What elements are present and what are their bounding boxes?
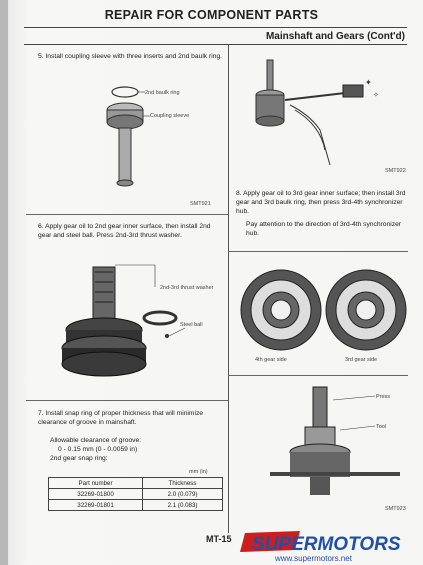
subtitle-rule — [24, 44, 407, 45]
step-6-text: 6. Apply gear oil to 2nd gear inner surface, then install 2nd gear and steel ball. Press 2nd-3rd thrust washer. — [38, 223, 211, 239]
svg-text:www.supermotors.net: www.supermotors.net — [275, 554, 352, 563]
section-subtitle: Mainshaft and Gears (Cont'd) — [265, 31, 405, 42]
clearance-heading: Allowable clearance of groove: — [50, 437, 142, 444]
snap-ring-heading: 2nd gear snap ring: — [50, 455, 108, 462]
svg-text:✦: ✦ — [365, 78, 372, 87]
label-coupling-sleeve: Coupling sleeve — [150, 113, 190, 119]
cell-thickness: 2.0 (0.079) — [143, 489, 223, 500]
coupling-sleeve-figure — [95, 80, 205, 200]
fig-code-smt922: SMT922 — [385, 168, 406, 174]
label-4th-gear-side: 4th gear side — [255, 357, 287, 363]
table-header-row — [49, 478, 223, 489]
page-number: MT-15 — [206, 534, 232, 544]
divider-8 — [228, 251, 408, 252]
snap-ring-table — [48, 477, 223, 511]
page-title: REPAIR FOR COMPONENT PARTS — [104, 8, 319, 22]
fig-code-smt923: SMT923 — [385, 506, 406, 512]
cell-part: 32269-01800 — [49, 489, 143, 500]
label-2nd-baulk-ring: 2nd baulk ring — [145, 90, 180, 96]
divider-5-6 — [26, 214, 228, 215]
fig-code-smt921: SMT921 — [190, 201, 211, 207]
divider-6-7 — [26, 400, 228, 401]
label-2nd-3rd-thrust-washer: 2nd-3rd thrust washer — [160, 285, 214, 291]
step-8-note: Pay attention to the direction of 3rd-4th synchronizer hub. — [246, 221, 402, 237]
label-steel-ball: Steel ball — [180, 322, 203, 328]
step-5-text: 5. Install coupling sleeve with three inserts and 2nd baulk ring. — [38, 53, 223, 60]
column-divider — [228, 45, 229, 533]
binding-margin — [0, 0, 8, 565]
unit-label: mm (in) — [189, 469, 208, 475]
supermotors-logo — [240, 528, 423, 565]
synchronizer-hub-figure — [236, 268, 411, 358]
divider-hub — [228, 375, 408, 376]
header-thickness: Thickness — [143, 478, 223, 489]
cell-thickness: 2.1 (0.083) — [143, 500, 223, 511]
label-3rd-gear-side: 3rd gear side — [345, 357, 378, 363]
label-tool: Tool — [376, 424, 387, 430]
step-8-text: 8. Apply gear oil to 3rd gear inner surface; then install 3rd gear and 3rd baulk ring, then press 3rd-4th synchronizer hub. — [236, 190, 406, 215]
title-rule — [24, 27, 407, 28]
svg-text:✧: ✧ — [373, 92, 379, 99]
hammer-press-figure — [235, 55, 405, 170]
cell-part: 32269-01801 — [49, 500, 143, 511]
label-press: Press — [376, 394, 391, 400]
header-part-number: Part number — [49, 478, 143, 489]
clearance-value: 0 - 0.15 mm (0 - 0.0059 in) — [58, 446, 138, 453]
table-row — [49, 500, 223, 511]
step-7-text: 7. Install snap ring of proper thickness that will minimize clearance of groove in mainshaft. — [38, 410, 204, 426]
table-row — [49, 489, 223, 500]
svg-text:SUPERMOTORS: SUPERMOTORS — [252, 534, 401, 555]
